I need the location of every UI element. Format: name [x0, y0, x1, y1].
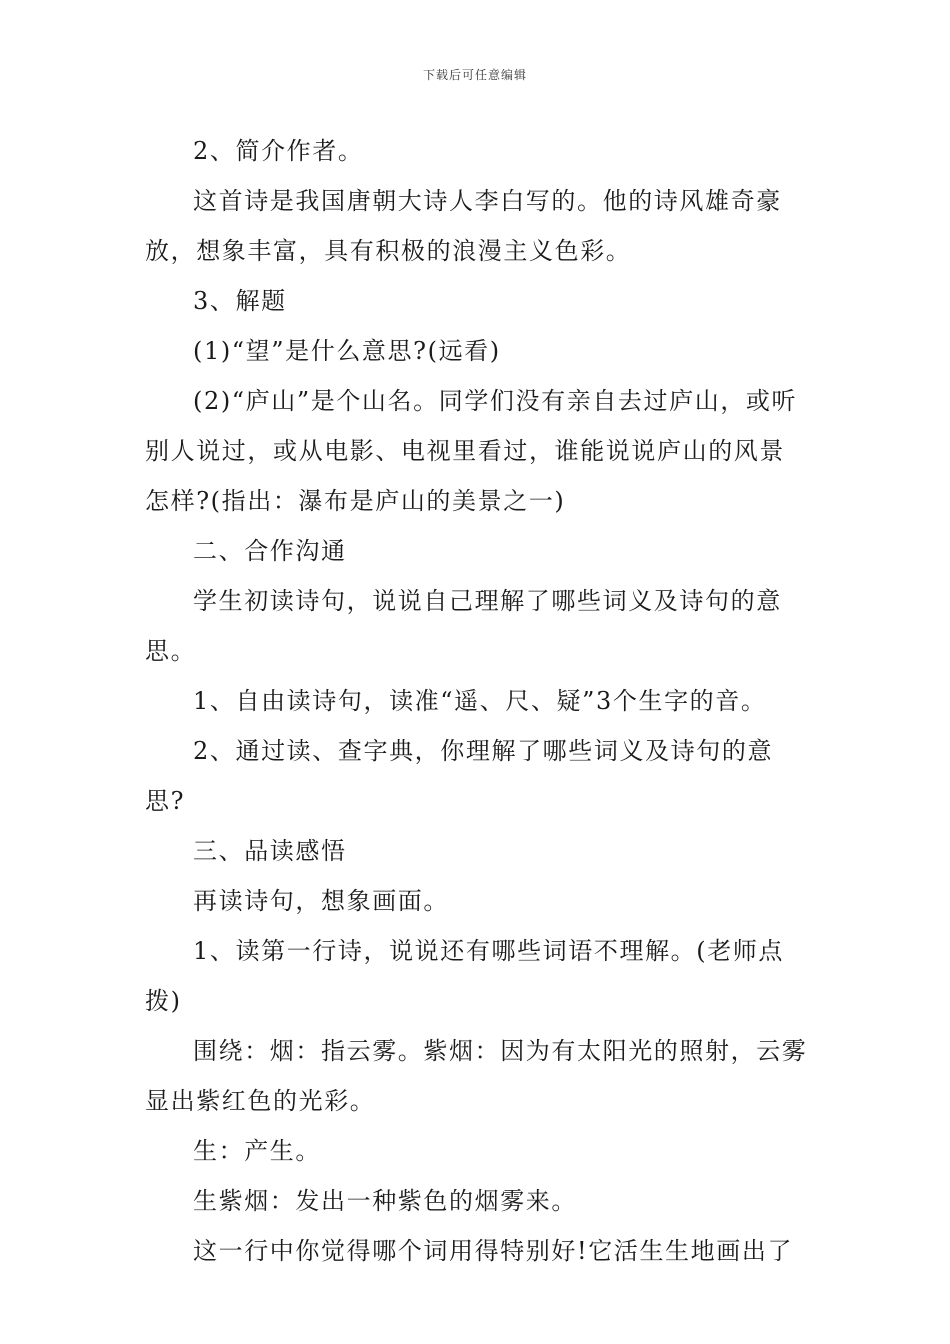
paragraph-section-2-heading: 二、合作沟通: [193, 537, 347, 565]
document-body: [145, 126, 810, 1276]
paragraph-sheng-zi-yan: 生紫烟：发出一种紫色的烟雾来。: [193, 1187, 577, 1215]
paragraph-first-reading: 学生初读诗句，说说自己理解了哪些词义及诗句的意思。: [145, 587, 782, 665]
paragraph-sheng: 生：产生。: [193, 1137, 321, 1165]
paragraph-dictionary: 2、通过读、查字典，你理解了哪些词义及诗句的意思?: [145, 737, 774, 815]
paragraph-section-3-heading: 三、品读感悟: [193, 837, 347, 865]
paragraph-free-reading: 1、自由读诗句，读准“遥、尺、疑”3个生字的音。: [193, 687, 767, 715]
paragraph-title-heading: 3、解题: [193, 287, 287, 315]
paragraph-word-explanation: 围绕：烟：指云雾。紫烟：因为有太阳光的照射，云雾显出紫红色的光彩。: [145, 1037, 808, 1115]
page-header: 下载后可任意编辑: [422, 68, 527, 82]
paragraph-best-word: 这一行中你觉得哪个词用得特别好!它活生生地画出了: [193, 1237, 794, 1265]
paragraph-question-1: (1)“望”是什么意思?(远看): [193, 337, 501, 365]
paragraph-reread: 再读诗句，想象画面。: [193, 887, 449, 915]
paragraph-author-intro: 这首诗是我国唐朝大诗人李白写的。他的诗风雄奇豪放，想象丰富，具有积极的浪漫主义色彩。: [145, 187, 782, 265]
paragraph-question-2: (2)“庐山”是个山名。同学们没有亲自去过庐山，或听别人说过，或从电影、电视里看过，谁能说说庐山的风景怎样?(指出：瀑布是庐山的美景之一): [145, 387, 798, 515]
paragraph-first-line: 1、读第一行诗，说说还有哪些词语不理解。(老师点拨): [145, 937, 785, 1015]
paragraph-author-intro-heading: 2、简介作者。: [193, 137, 364, 165]
